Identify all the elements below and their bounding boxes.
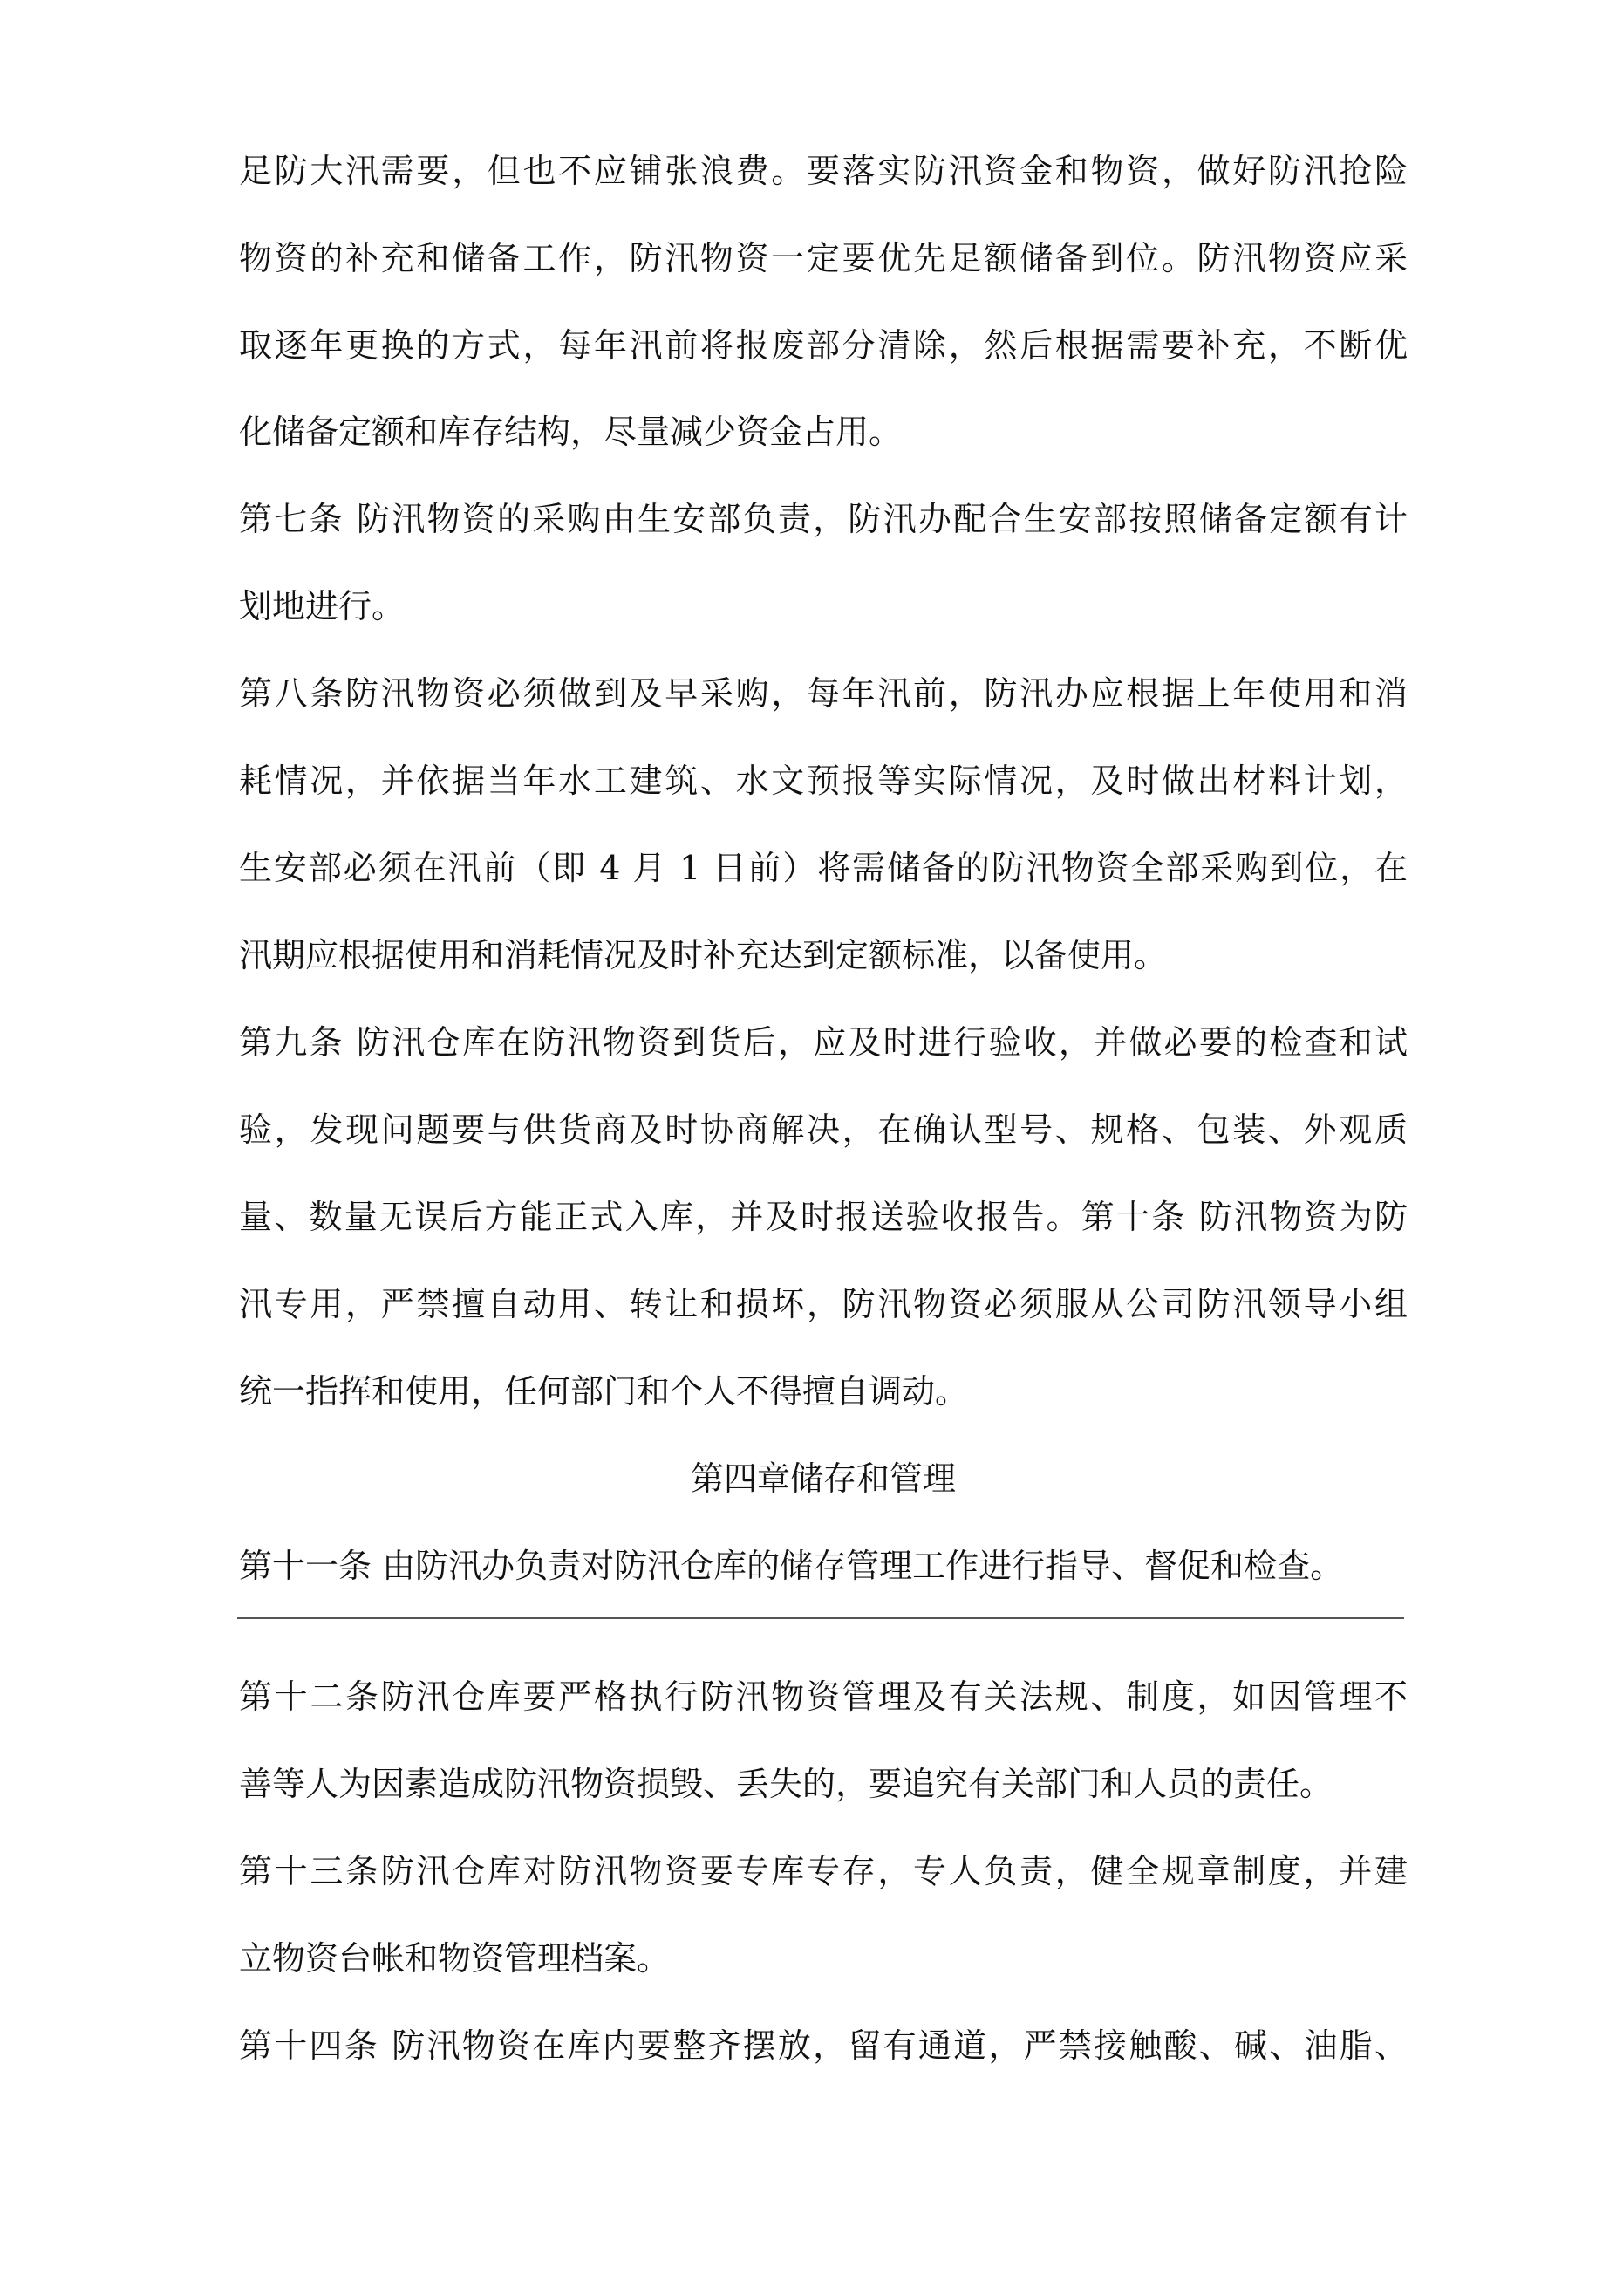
article-10-line: 汛专用，严禁擅自动用、转让和损坏，防汛物资必须服从公司防汛领导小组 [239,1285,1408,1323]
paragraph-line: 物资的补充和储备工作，防汛物资一定要优先足额储备到位。防汛物资应采 [239,239,1408,277]
article-13-line: 立物资台帐和物资管理档案。 [239,1939,671,1978]
article-8-line: 汛期应根据使用和消耗情况及时补充达到定额标准，以备使用。 [239,936,1168,974]
article-8-line: 生安部必须在汛前（即 4 月 1 日前）将需储备的防汛物资全部采购到位，在 [239,849,1408,887]
chapter-heading: 第四章储存和管理 [690,1459,956,1498]
article-9-line: 验，发现问题要与供货商及时协商解决，在确认型号、规格、包装、外观质 [239,1110,1408,1149]
article-13-line: 第十三条防汛仓库对防汛物资要专库专存，专人负责，健全规章制度，并建 [239,1852,1408,1890]
article-10-line: 统一指挥和使用，任何部门和个人不得擅自调动。 [239,1372,969,1411]
article-12-line: 第十二条防汛仓库要严格执行防汛物资管理及有关法规、制度，如因管理不 [239,1678,1408,1716]
article-12-line: 善等人为因素造成防汛物资损毁、丢失的，要追究有关部门和人员的责任。 [239,1765,1333,1803]
paragraph-line: 足防大汛需要，但也不应铺张浪费。要落实防汛资金和物资，做好防汛抢险 [239,152,1408,190]
article-9-line: 第九条 防汛仓库在防汛物资到货后，应及时进行验收，并做必要的检查和试 [239,1023,1408,1062]
page-divider [237,1617,1404,1619]
article-14-line: 第十四条 防汛物资在库内要整齐摆放，留有通道，严禁接触酸、碱、油脂、 [239,2026,1408,2065]
paragraph-line: 化储备定额和库存结构，尽量减少资金占用。 [239,413,903,451]
article-8-line: 第八条防汛物资必须做到及早采购，每年汛前，防汛办应根据上年使用和消 [239,674,1408,713]
article-11-line: 第十一条 由防汛办负责对防汛仓库的储存管理工作进行指导、督促和检查。 [239,1547,1344,1585]
article-9-line: 量、数量无误后方能正式入库，并及时报送验收报告。第十条 防汛物资为防 [239,1198,1408,1236]
paragraph-line: 取逐年更换的方式，每年汛前将报废部分清除，然后根据需要补充，不断优 [239,326,1408,365]
article-8-line: 耗情况，并依据当年水工建筑、水文预报等实际情况，及时做出材料计划， [239,762,1408,800]
article-7-line: 划地进行。 [239,587,406,625]
article-7-line: 第七条 防汛物资的采购由生安部负责，防汛办配合生安部按照储备定额有计 [239,500,1408,538]
